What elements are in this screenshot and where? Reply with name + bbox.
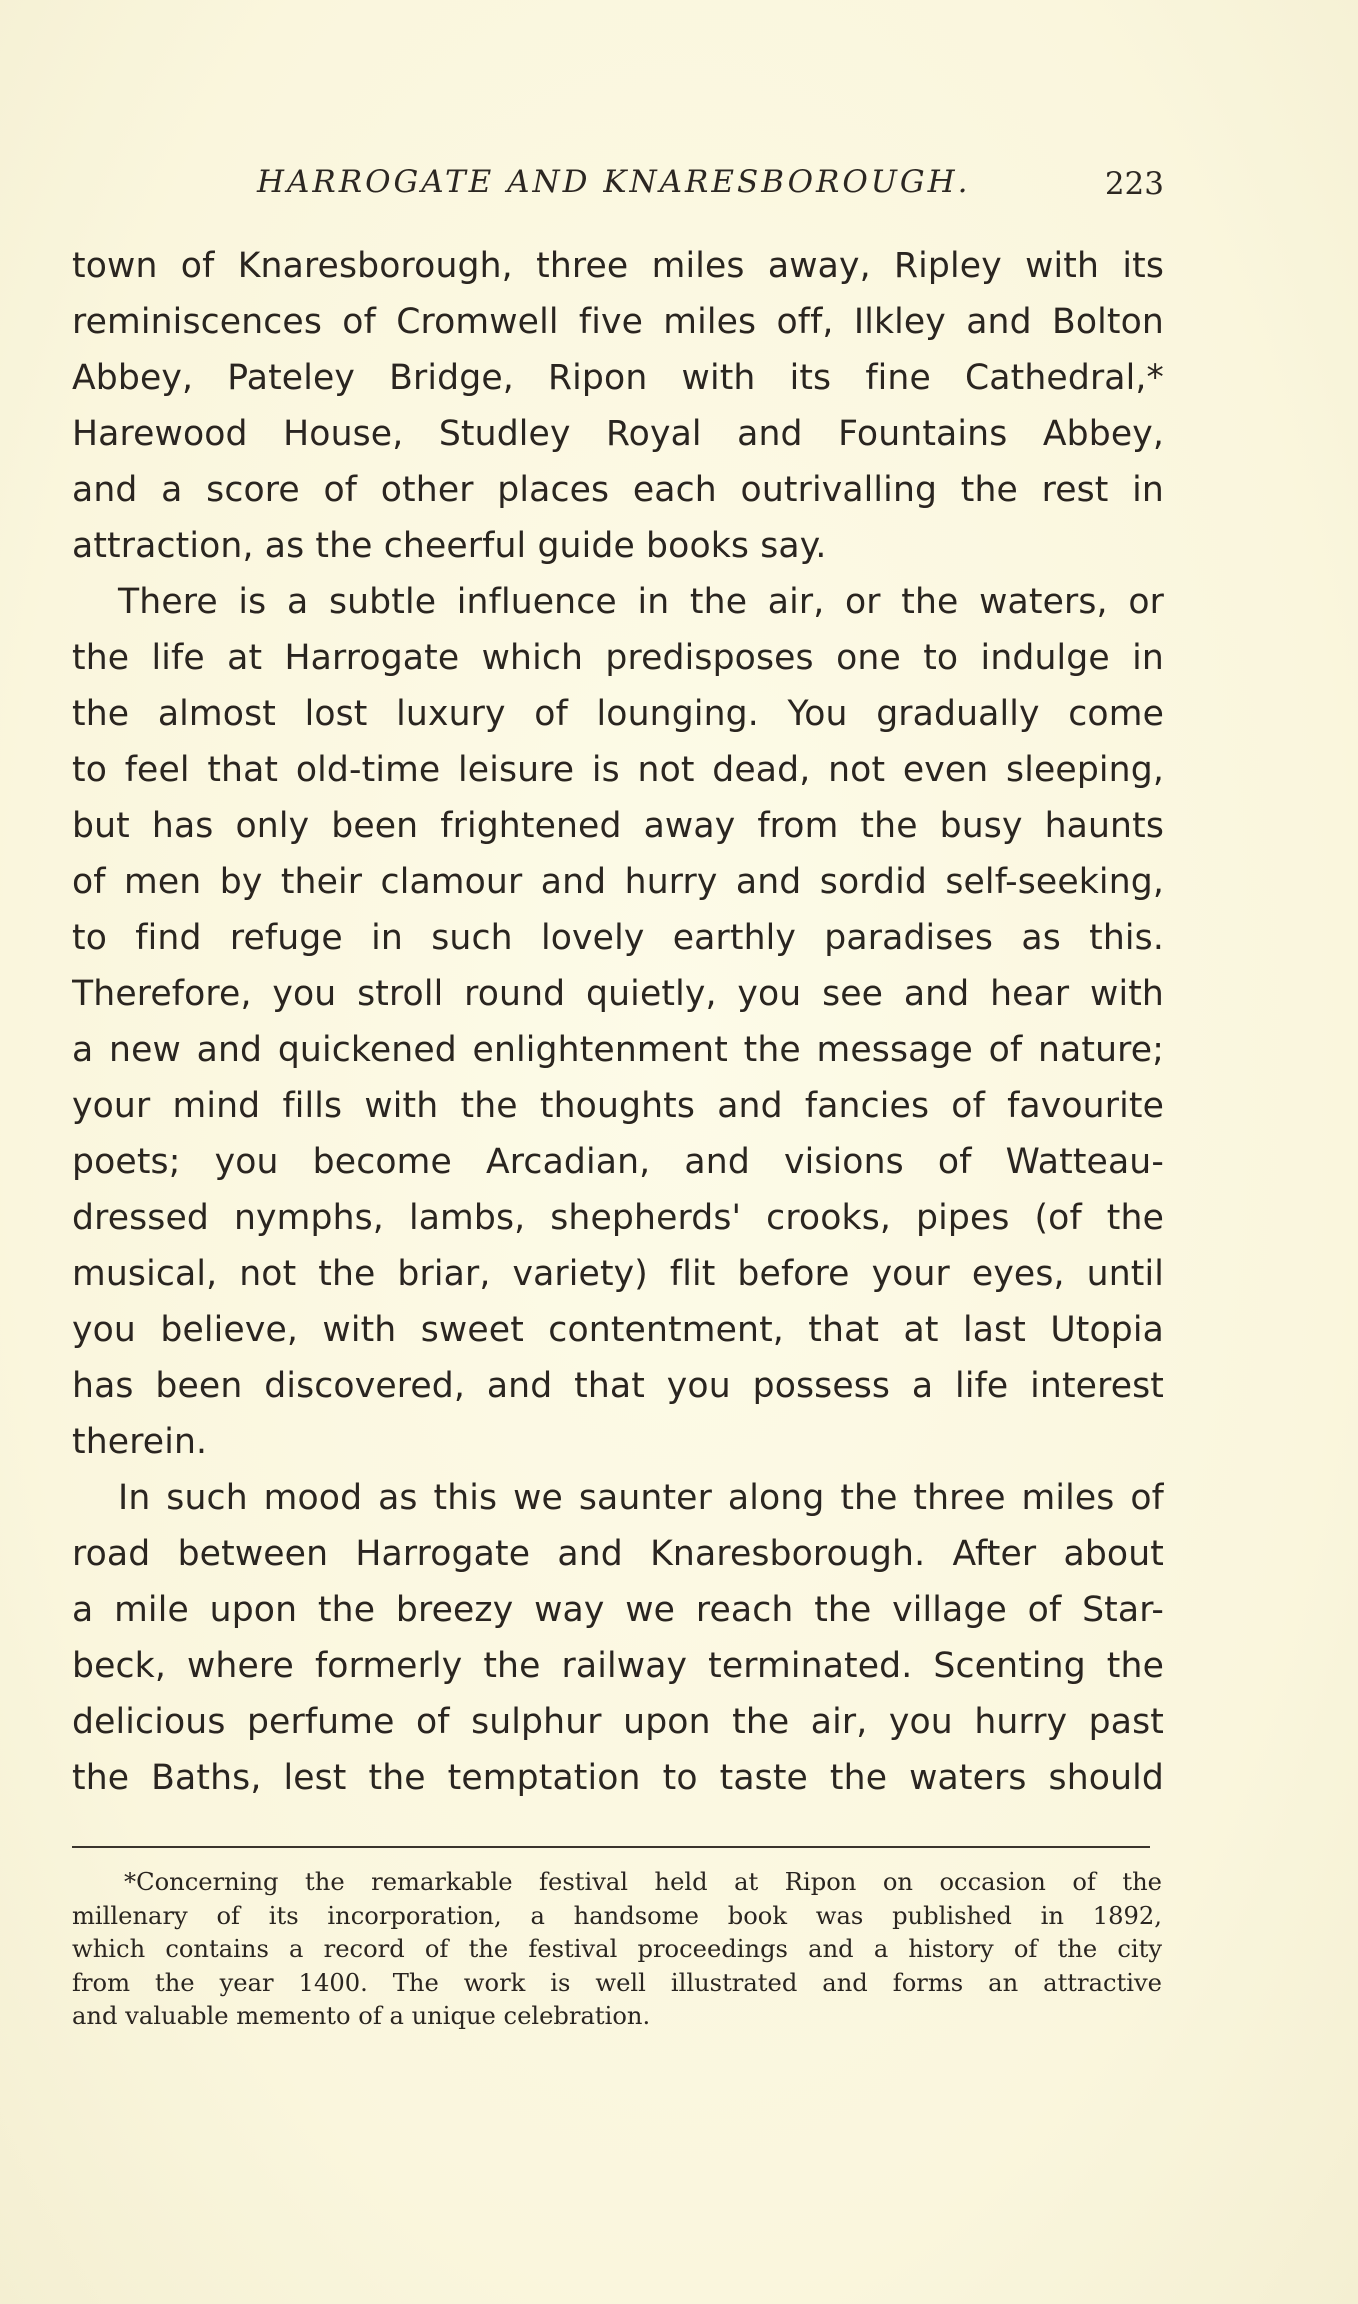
text-line: musical, not the briar, variety) flit before your eyes, until — [72, 1254, 1164, 1294]
text-line: of men by their clamour and hurry and sordid self-seeking, — [72, 862, 1164, 902]
footnote-line: and valuable memento of a unique celebration. — [72, 2002, 651, 2030]
text-line: the almost lost luxury of lounging. You gradually come — [72, 694, 1164, 734]
text-line: In such mood as this we saunter along the three miles of — [118, 1478, 1164, 1518]
text-line: the life at Harrogate which predisposes one to indulge in — [72, 638, 1164, 678]
footnote-line: which contains a record of the festival proceedings and a history of the city — [72, 1935, 1162, 1963]
running-title: HARROGATE AND KNARESBOROUGH. — [257, 164, 971, 200]
text-line: dressed nymphs, lambs, shepherds' crooks, pipes (of the — [72, 1198, 1164, 1238]
text-line: poets; you become Arcadian, and visions of Watteau- — [72, 1142, 1164, 1182]
text-line: and a score of other places each outrivalling the rest in — [72, 470, 1164, 510]
text-line: Abbey, Pateley Bridge, Ripon with its fine Cathedral,* — [72, 358, 1164, 398]
text-line: to feel that old-time leisure is not dead, not even sleeping, — [72, 750, 1164, 790]
text-line: reminiscences of Cromwell five miles off, Ilkley and Bolton — [72, 302, 1164, 342]
text-line: road between Harrogate and Knaresborough. After about — [72, 1534, 1164, 1574]
text-line: attraction, as the cheerful guide books say. — [72, 526, 827, 566]
footnote — [72, 1866, 1162, 2034]
footnote-line: millenary of its incorporation, a handsome book was published in 1892, — [72, 1901, 1162, 1930]
text-line: a mile upon the breezy way we reach the village of Star- — [72, 1590, 1164, 1630]
page-number: 223 — [1104, 166, 1164, 202]
text-line: There is a subtle influence in the air, or the waters, or — [118, 582, 1164, 622]
footnote-line: from the year 1400. The work is well illustrated and forms an attractive — [72, 1968, 1162, 1997]
body-text — [72, 238, 1164, 1806]
text-line: town of Knaresborough, three miles away, Ripley with its — [72, 246, 1164, 286]
text-line: the Baths, lest the temptation to taste the waters should — [72, 1758, 1164, 1798]
text-line: therein. — [72, 1422, 208, 1462]
text-line: to find refuge in such lovely earthly paradises as this. — [72, 918, 1164, 958]
text-line: delicious perfume of sulphur upon the air, you hurry past — [72, 1702, 1164, 1742]
text-line: has been discovered, and that you possess a life interest — [72, 1366, 1164, 1406]
text-line: your mind fills with the thoughts and fancies of favourite — [72, 1086, 1164, 1126]
footnote-divider — [72, 1846, 1150, 1848]
text-line: Harewood House, Studley Royal and Fountains Abbey, — [72, 414, 1164, 454]
running-head — [72, 160, 1164, 210]
text-line: Therefore, you stroll round quietly, you see and hear with — [72, 974, 1164, 1014]
text-line: you believe, with sweet contentment, that at last Utopia — [72, 1310, 1164, 1350]
text-line: a new and quickened enlightenment the message of nature; — [72, 1030, 1164, 1070]
text-line: beck, where formerly the railway terminated. Scenting the — [72, 1646, 1164, 1686]
footnote-line: *Concerning the remarkable festival held at Ripon on occasion of the — [124, 1868, 1162, 1896]
text-line: but has only been frightened away from the busy haunts — [72, 806, 1164, 846]
